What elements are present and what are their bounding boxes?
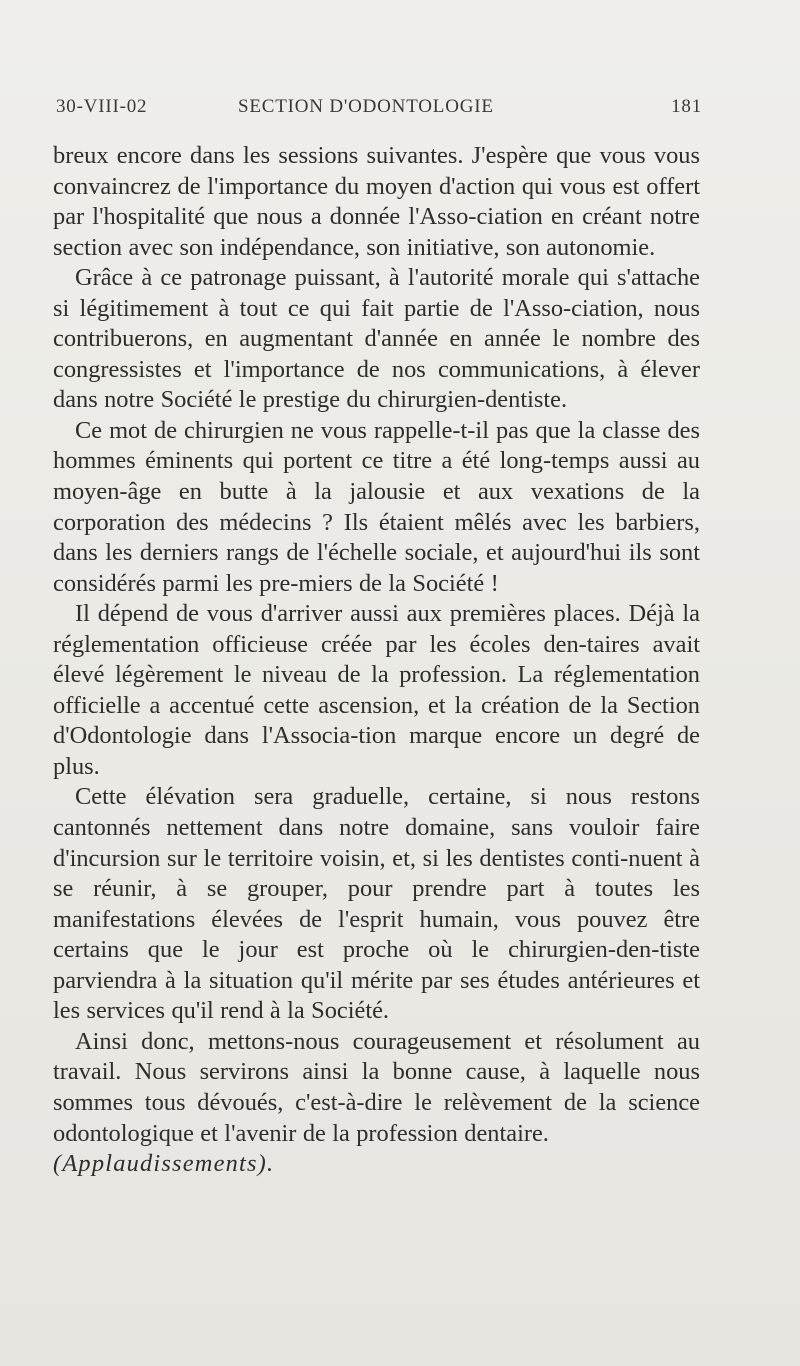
paragraph-5: Cette élévation sera graduelle, certaine, si nous restons cantonnés nettement dans notre domaine, sans vouloir faire d'incursion sur le territoire voisin, et, si les dentistes conti-nuent à se réunir, à se grouper, pour prendre part à toutes les manifestations élevées de l'esprit humain, vous pouvez être certains que le jour est proche où le chirurgien-den-tiste parviendra à la situation qu'il mérite par ses études antérieures et les services qu'il rend à la Société. xyxy=(53,783,700,1025)
page-number: 181 xyxy=(671,96,702,117)
paragraph-1: breux encore dans les sessions suivantes. J'espère que vous vous convaincrez de l'importance du moyen d'action qui vous est offert par l'hospitalité que nous a donnée l'Asso-ciation en créant notre section avec son indépendance, son initiative, son autonomie. xyxy=(53,142,700,261)
running-header xyxy=(56,96,702,126)
paragraph-4: Il dépend de vous d'arriver aussi aux premières places. Déjà la réglementation officieuse créée par les écoles den-taires avait élevé légèrement le niveau de la profession. La réglementation officielle a accentué cette ascension, et la création de la Section d'Odontologie dans l'Associa-tion marque encore un degré de plus. xyxy=(53,600,700,780)
body-text xyxy=(53,141,700,1180)
applause-text: (Applaudissements). xyxy=(53,1150,275,1178)
header-section-title: SECTION D'ODONTOLOGIE xyxy=(238,96,494,117)
paragraph-3: Ce mot de chirurgien ne vous rappelle-t-il pas que la classe des hommes éminents qui portent ce titre a été long-temps aussi au moyen-âge en butte à la jalousie et aux vexations de la corporation des médecins ? Ils étaient mêlés avec les barbiers, dans les derniers rangs de l'échelle sociale, et aujourd'hui ils sont considérés parmi les pre-miers de la Société ! xyxy=(53,416,700,597)
paragraph-2: Grâce à ce patronage puissant, à l'autorité morale qui s'attache si légitimement à tout ce qui fait partie de l'Asso-ciation, nous contribuerons, en augmentant d'année en année le nombre des congressistes et l'importance de nos communications, à élever dans notre Société le prestige du chirurgien-dentiste. xyxy=(53,264,700,414)
header-date: 30-VIII-02 xyxy=(56,96,148,117)
paragraph-applause xyxy=(53,1149,700,1180)
paragraph-6-text: Ainsi donc, mettons-nous courageusement et résolument au travail. Nous servirons ainsi la bonne cause, à laquelle nous sommes tous dévoués, c'est-à-dire le relèvement de la science odontologique et l'avenir de la profession dentaire. xyxy=(53,1027,700,1147)
paragraph-6 xyxy=(53,1027,700,1149)
